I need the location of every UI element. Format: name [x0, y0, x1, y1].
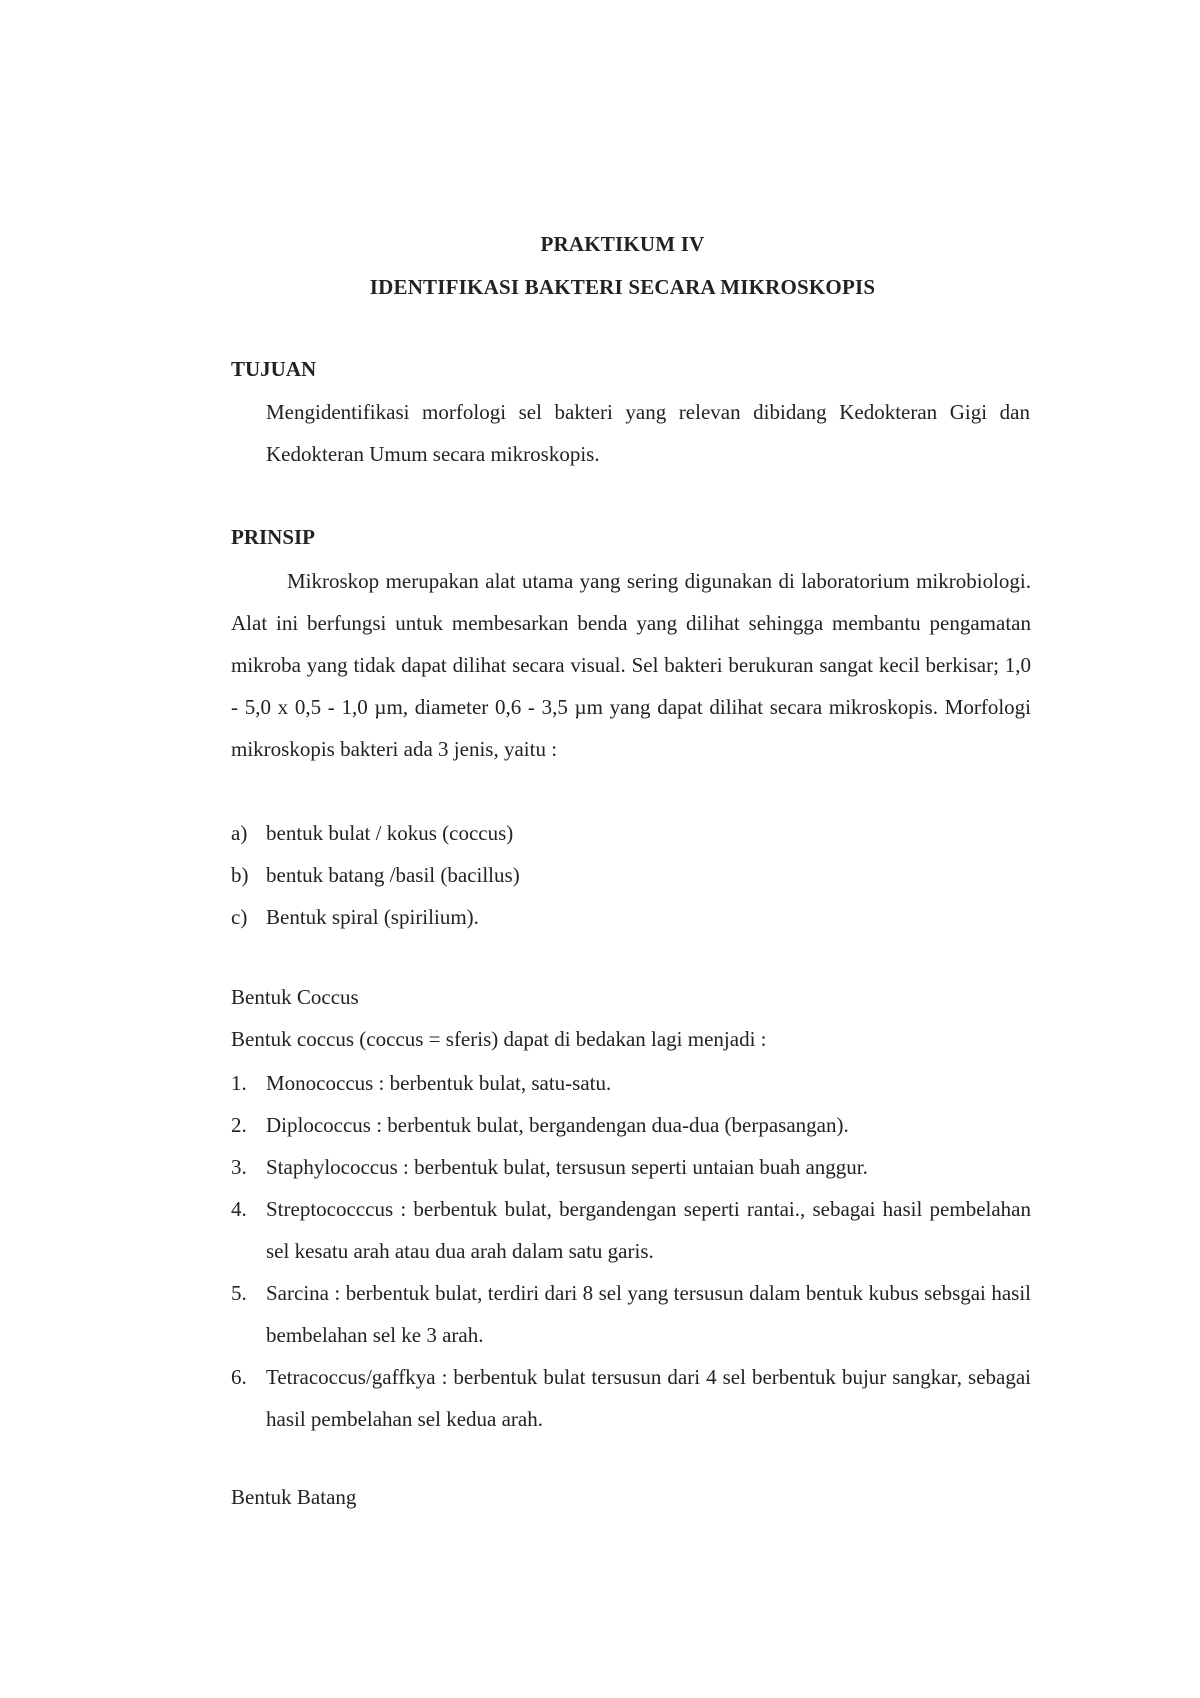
list-item — [231, 1062, 1031, 1104]
list-marker: 1. — [231, 1071, 247, 1095]
coccus-intro: Bentuk coccus (coccus = sferis) dapat di bedakan lagi menjadi : — [231, 1027, 767, 1051]
list-marker: 4. — [231, 1197, 247, 1221]
list-marker: 6. — [231, 1365, 247, 1389]
list-marker: c) — [231, 905, 248, 929]
list-item-text: Staphylococcus : berbentuk bulat, tersusun seperti untaian buah anggur. — [266, 1155, 868, 1179]
list-item — [231, 1146, 1031, 1188]
list-item-text: Sarcina : berbentuk bulat, terdiri dari 8 sel yang tersusun dalam bentuk kubus sebsgai hasil bembelahan sel ke 3 arah. — [266, 1281, 1031, 1347]
list-item-text: Monococcus : berbentuk bulat, satu-satu. — [266, 1071, 612, 1095]
list-item — [231, 1104, 1031, 1146]
list-item — [231, 812, 1031, 854]
list-item-text: bentuk bulat / kokus (coccus) — [266, 821, 514, 845]
coccus-list — [231, 1062, 1031, 1440]
prinsip-paragraph: Mikroskop merupakan alat utama yang sering digunakan di laboratorium mikrobiologi. Alat ini berfungsi untuk membesarkan benda yang dilihat sehingga membantu pengamatan mikroba yang tidak dapat dilihat secara visual. Sel bakteri berukuran sangat kecil berkisar; 1,0 - 5,0 x 0,5 - 1,0 µm, diameter 0,6 - 3,5 µm yang dapat dilihat secara mikroskopis. Morfologi mikroskopis bakteri ada 3 jenis, yaitu : — [231, 569, 1031, 761]
list-item-text: Bentuk spiral (spirilium). — [266, 905, 479, 929]
list-item-text: Streptococccus : berbentuk bulat, bergandengan seperti rantai., sebagai hasil pembelahan sel kesatu arah atau dua arah dalam satu garis. — [266, 1197, 1031, 1263]
list-item — [231, 1272, 1031, 1356]
list-item-text: Diplococcus : berbentuk bulat, bergandengan dua-dua (berpasangan). — [266, 1113, 849, 1137]
list-item-text: bentuk batang /basil (bacillus) — [266, 863, 520, 887]
list-item — [231, 896, 1031, 938]
list-item — [231, 854, 1031, 896]
tujuan-heading: TUJUAN — [231, 357, 317, 381]
prinsip-list — [231, 812, 1031, 938]
list-item — [231, 1356, 1031, 1440]
list-marker: b) — [231, 863, 249, 887]
list-marker: 2. — [231, 1113, 247, 1137]
list-item-text: Tetracoccus/gaffkya : berbentuk bulat tersusun dari 4 sel berbentuk bujur sangkar, sebagai hasil pembelahan sel kedua arah. — [266, 1365, 1031, 1431]
prinsip-heading: PRINSIP — [231, 525, 316, 549]
title-line-1: PRAKTIKUM IV — [540, 232, 705, 256]
title-line-2: IDENTIFIKASI BAKTERI SECARA MIKROSKOPIS — [369, 275, 876, 299]
list-marker: 5. — [231, 1281, 247, 1305]
list-marker: a) — [231, 821, 248, 845]
coccus-heading: Bentuk Coccus — [231, 985, 359, 1009]
tujuan-paragraph: Mengidentifikasi morfologi sel bakteri yang relevan dibidang Kedokteran Gigi dan Kedokteran Umum secara mikroskopis. — [266, 400, 1030, 466]
batang-heading: Bentuk Batang — [231, 1485, 357, 1509]
list-item — [231, 1188, 1031, 1272]
list-marker: 3. — [231, 1155, 247, 1179]
